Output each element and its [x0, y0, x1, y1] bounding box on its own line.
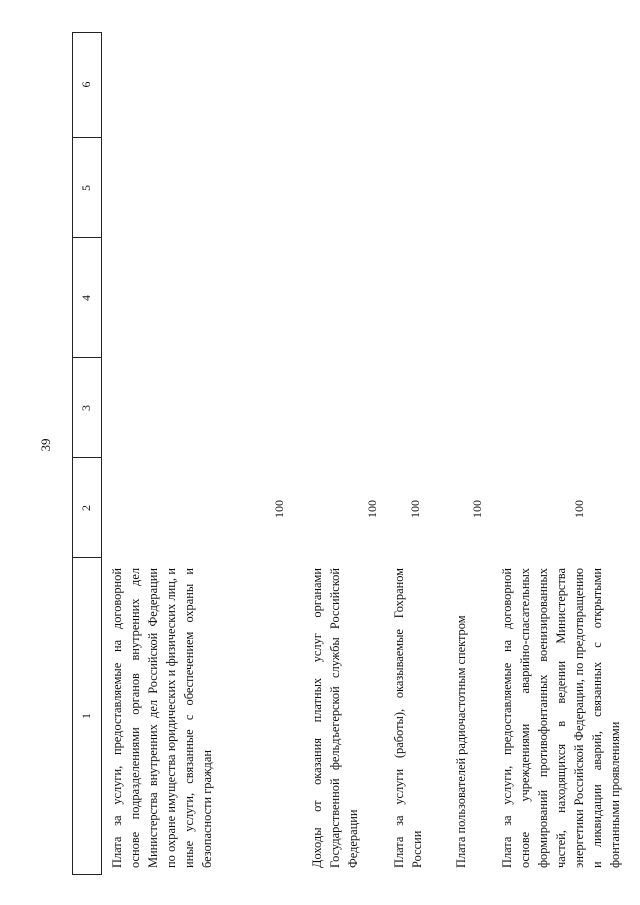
- table-row-text: Плата пользователей радиочастотным спектром: [454, 615, 468, 868]
- column-header-6: 6: [79, 81, 93, 88]
- column-header-5: 5: [79, 185, 93, 191]
- table-row-text: Плата за услуги (работы), оказываемые Гохраном России: [392, 568, 424, 868]
- table-row-text: Плата за услуги, предоставляемые на договорной основе учреждениями аварийно-спасательных формирований противофонтанных военизированных частей, находящихся в ведении Министерства энергетики Российской Федерации, по предотвращению и ликвидации аварий, связанных с открытыми фонтанными проявлениями: [500, 568, 622, 868]
- table-row-text: Доходы от оказания платных услуг органами Государственной фельдъегерской службы Российской Федерации: [310, 568, 360, 868]
- table-row-value: 100: [365, 500, 379, 518]
- column-header-2: 2: [79, 505, 93, 511]
- table-row-text: Плата за услуги, предоставляемые на договорной основе подразделениями органов внутренних дел Министерства внутренних дел Российской Федерации по охране имущества юридических и физических лиц, и иные услуги, связанные с обеспечением охраны и безопасности граждан: [110, 568, 214, 868]
- table-body: [102, 32, 622, 875]
- table-row-value: 100: [572, 500, 586, 518]
- column-header-1: 1: [79, 713, 93, 719]
- column-header-4: 4: [79, 295, 93, 301]
- table-row-value: 100: [470, 500, 484, 518]
- column-header-3: 3: [79, 405, 93, 411]
- table-row-value: 100: [272, 500, 286, 518]
- page-number: 39: [38, 438, 53, 452]
- table-header: [72, 32, 102, 875]
- table-row-value: 100: [408, 500, 422, 518]
